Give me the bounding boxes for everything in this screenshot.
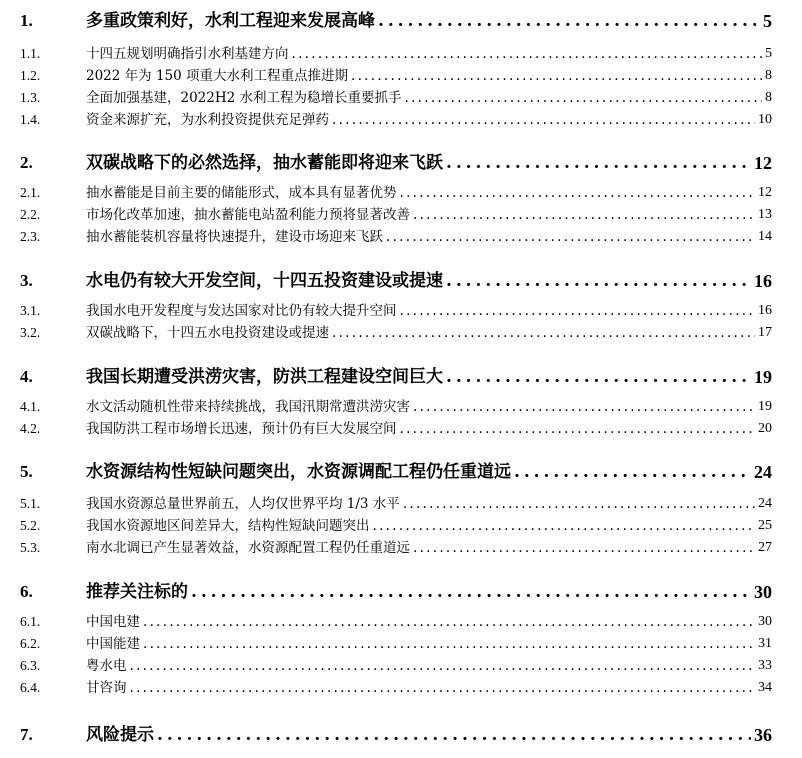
- toc-entry-number: 1.4.: [20, 112, 41, 127]
- toc-entry-number: 4.1.: [20, 399, 41, 414]
- toc-entry-number: 5.2.: [20, 518, 41, 533]
- toc-entry: [86, 538, 772, 558]
- toc-page-number: 16: [754, 271, 772, 291]
- toc-section-row[interactable]: [0, 44, 802, 64]
- dot-leader: [413, 397, 755, 417]
- toc-entry: [86, 205, 772, 225]
- dot-leader: [351, 66, 762, 86]
- toc-entry-title: 南水北调已产生显著效益，水资源配置工程仍任重道远: [86, 540, 410, 556]
- toc-entry: [86, 323, 772, 343]
- toc-section-row[interactable]: [0, 323, 802, 343]
- toc-entry: [86, 266, 772, 296]
- toc-page-number: 27: [758, 540, 772, 555]
- toc-page-number: 25: [758, 518, 772, 533]
- dot-leader: [400, 419, 756, 439]
- toc-entry-title: 全面加强基建，2022H2 水利工程为稳增长重要抓手: [86, 90, 402, 106]
- dot-leader: [373, 516, 756, 536]
- toc-entry-number: 1.3.: [20, 90, 41, 105]
- toc-section-row[interactable]: [0, 516, 802, 536]
- toc-entry-title: 我国水电开发程度与发达国家对比仍有较大提升空间: [86, 303, 397, 319]
- toc-entry-number: 2.3.: [20, 229, 41, 244]
- dot-leader: [413, 538, 755, 558]
- toc-entry-number: 2.: [20, 153, 33, 172]
- dot-leader: [143, 634, 755, 654]
- toc-entry-number: 2.1.: [20, 185, 41, 200]
- dot-leader: [386, 227, 755, 247]
- toc-entry-number: 3.2.: [20, 325, 41, 340]
- toc-entry: [86, 457, 772, 487]
- toc-chapter-row[interactable]: [0, 577, 802, 607]
- toc-entry: [86, 397, 772, 417]
- dot-leader: [405, 88, 762, 108]
- toc-entry-number: 6.: [20, 582, 33, 601]
- toc-entry-number: 1.: [20, 11, 33, 30]
- toc-entry-title: 甘咨询: [86, 680, 127, 696]
- toc-entry-number: 3.: [20, 271, 33, 290]
- toc-entry: [86, 88, 772, 108]
- dot-leader: [400, 183, 756, 203]
- toc-section-row[interactable]: [0, 66, 802, 86]
- dot-leader: [446, 266, 751, 296]
- toc-entry-title: 推荐关注标的: [86, 582, 188, 602]
- toc-entry-number: 7.: [20, 725, 33, 744]
- toc-entry-title: 资金来源扩充，为水利投资提供充足弹药: [86, 112, 329, 128]
- toc-entry: [86, 362, 772, 392]
- toc-entry: [86, 656, 772, 676]
- toc-chapter-row[interactable]: [0, 720, 802, 750]
- toc-page-number: 20: [758, 421, 772, 436]
- toc-section-row[interactable]: [0, 301, 802, 321]
- dot-leader: [130, 678, 756, 698]
- toc-page-number: 17: [758, 325, 772, 340]
- toc-entry-title: 我国水资源地区间差异大，结构性短缺问题突出: [86, 518, 370, 534]
- toc-entry: [86, 678, 772, 698]
- toc-section-row[interactable]: [0, 538, 802, 558]
- toc-section-row[interactable]: [0, 397, 802, 417]
- toc-entry-title: 中国电建: [86, 614, 140, 630]
- toc-page-number: 8: [765, 68, 772, 83]
- dot-leader: [157, 720, 751, 750]
- dot-leader: [446, 362, 751, 392]
- toc-entry: [86, 110, 772, 130]
- toc-page-number: 8: [765, 90, 772, 105]
- toc-entry-title: 多重政策利好，水利工程迎来发展高峰: [86, 11, 375, 31]
- toc-page-number: 33: [758, 658, 772, 673]
- toc-entry-number: 3.1.: [20, 303, 41, 318]
- dot-leader: [332, 110, 755, 130]
- toc-page-number: 13: [758, 207, 772, 222]
- toc-entry: [86, 44, 772, 64]
- toc-page-number: 16: [758, 303, 772, 318]
- toc-entry: [86, 66, 772, 86]
- toc-section-row[interactable]: [0, 634, 802, 654]
- toc-section-row[interactable]: [0, 88, 802, 108]
- toc-entry: [86, 720, 772, 750]
- toc-entry: [86, 148, 772, 178]
- toc-entry-title: 中国能建: [86, 636, 140, 652]
- toc-entry-title: 我国防洪工程市场增长迅速，预计仍有巨大发展空间: [86, 421, 397, 437]
- toc-page-number: 12: [758, 185, 772, 200]
- toc-page-number: 5: [763, 11, 772, 31]
- toc-section-row[interactable]: [0, 227, 802, 247]
- toc-page-number: 14: [758, 229, 772, 244]
- toc-section-row[interactable]: [0, 678, 802, 698]
- toc-entry-title: 抽水蓄能是目前主要的储能形式，成本具有显著优势: [86, 185, 397, 201]
- toc-entry-title: 我国水资源总量世界前五，人均仅世界平均 1/3 水平: [86, 496, 400, 512]
- toc-page-number: 24: [758, 496, 772, 511]
- toc-entry-title: 水资源结构性短缺问题突出，水资源调配工程仍任重道远: [86, 462, 511, 482]
- toc-chapter-row[interactable]: [0, 148, 802, 178]
- dot-leader: [400, 301, 756, 321]
- toc-entry-number: 5.3.: [20, 540, 41, 555]
- toc-page-number: 19: [758, 399, 772, 414]
- toc-entry: [86, 183, 772, 203]
- dot-leader: [130, 656, 756, 676]
- dot-leader: [292, 44, 763, 64]
- toc-entry-number: 6.3.: [20, 658, 41, 673]
- toc-page-number: 12: [754, 153, 772, 173]
- toc-page-number: 30: [754, 582, 772, 602]
- toc-section-row[interactable]: [0, 205, 802, 225]
- toc-entry-title: 十四五规划明确指引水利基建方向: [86, 46, 289, 62]
- dot-leader: [378, 6, 760, 36]
- toc-page-number: 19: [754, 367, 772, 387]
- toc-entry-title: 2022 年为 150 项重大水利工程重点推进期: [86, 68, 348, 84]
- toc-entry-title: 粤水电: [86, 658, 127, 674]
- toc-chapter-row[interactable]: [0, 266, 802, 296]
- toc-entry-title: 市场化改革加速，抽水蓄能电站盈利能力预将显著改善: [86, 207, 410, 223]
- toc-page-number: 24: [754, 462, 772, 482]
- toc-entry: [86, 419, 772, 439]
- dot-leader: [413, 205, 755, 225]
- toc-page-number: 5: [765, 46, 772, 61]
- toc-section-row[interactable]: [0, 110, 802, 130]
- toc-page-number: 36: [754, 725, 772, 745]
- toc-entry-number: 5.1.: [20, 496, 41, 511]
- toc-chapter-row[interactable]: [0, 6, 802, 36]
- toc-entry-title: 风险提示: [86, 725, 154, 745]
- toc-page-number: 10: [758, 112, 772, 127]
- toc-section-row[interactable]: [0, 419, 802, 439]
- toc-section-row[interactable]: [0, 656, 802, 676]
- toc-entry-number: 6.4.: [20, 680, 41, 695]
- toc-page-number: 30: [758, 614, 772, 629]
- toc-chapter-row[interactable]: [0, 362, 802, 392]
- toc-page-number: 34: [758, 680, 772, 695]
- toc-entry-title: 双碳战略下的必然选择，抽水蓄能即将迎来飞跃: [86, 153, 443, 173]
- toc-entry-number: 6.1.: [20, 614, 41, 629]
- toc-entry-number: 1.2.: [20, 68, 41, 83]
- dot-leader: [514, 457, 751, 487]
- dot-leader: [143, 612, 755, 632]
- toc-section-row[interactable]: [0, 494, 802, 514]
- toc-entry-number: 1.1.: [20, 46, 41, 61]
- toc-entry-number: 4.2.: [20, 421, 41, 436]
- toc-entry-number: 5.: [20, 462, 33, 481]
- toc-section-row[interactable]: [0, 183, 802, 203]
- toc-entry-title: 水电仍有较大开发空间，十四五投资建设或提速: [86, 271, 443, 291]
- toc-entry: [86, 516, 772, 536]
- dot-leader: [332, 323, 755, 343]
- toc-entry: [86, 6, 772, 36]
- toc-entry-title: 水文活动随机性带来持续挑战，我国汛期常遭洪涝灾害: [86, 399, 410, 415]
- toc-entry-number: 6.2.: [20, 636, 41, 651]
- dot-leader: [403, 494, 755, 514]
- toc-entry-number: 2.2.: [20, 207, 41, 222]
- toc-entry-title: 抽水蓄能装机容量将快速提升，建设市场迎来飞跃: [86, 229, 383, 245]
- toc-entry: [86, 301, 772, 321]
- toc-chapter-row[interactable]: [0, 457, 802, 487]
- dot-leader: [191, 577, 751, 607]
- dot-leader: [446, 148, 751, 178]
- toc-section-row[interactable]: [0, 612, 802, 632]
- toc-entry: [86, 634, 772, 654]
- toc-entry-number: 4.: [20, 367, 33, 386]
- toc-entry-title: 双碳战略下，十四五水电投资建设或提速: [86, 325, 329, 341]
- toc-entry: [86, 494, 772, 514]
- toc-page-number: 31: [758, 636, 772, 651]
- toc-entry-title: 我国长期遭受洪涝灾害，防洪工程建设空间巨大: [86, 367, 443, 387]
- toc-entry: [86, 577, 772, 607]
- toc-entry: [86, 227, 772, 247]
- toc-entry: [86, 612, 772, 632]
